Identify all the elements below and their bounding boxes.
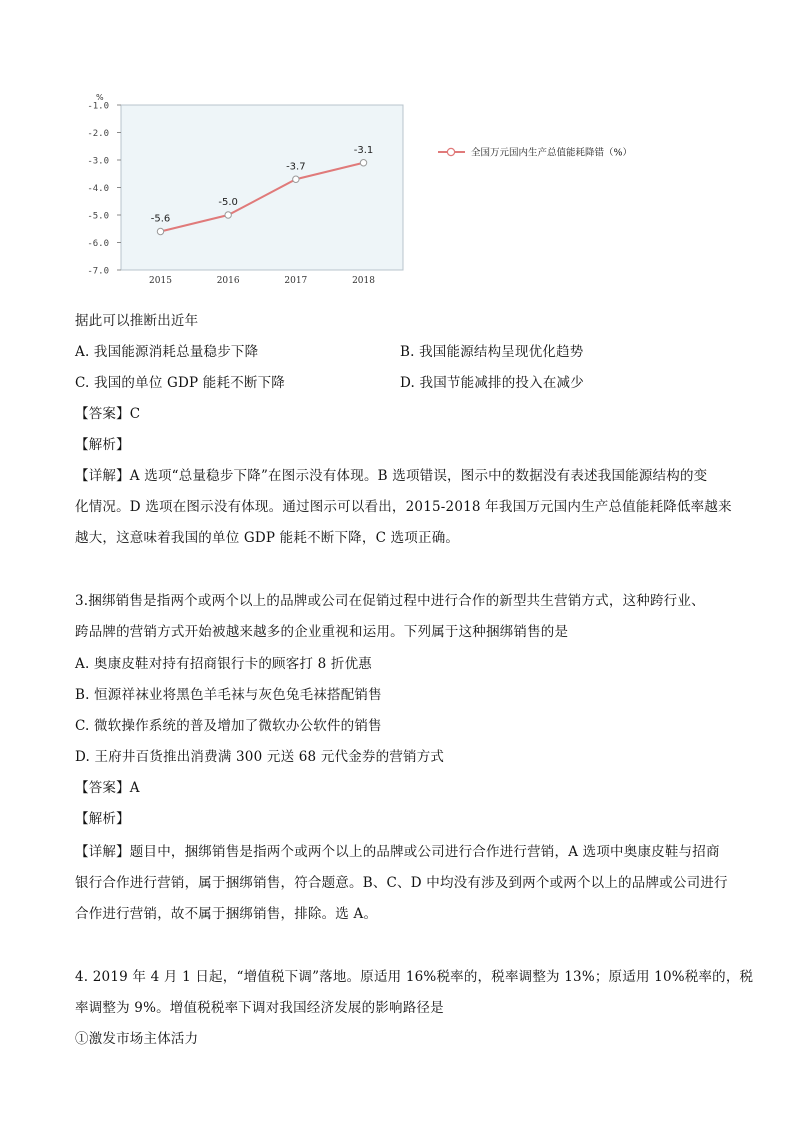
q2-option-a: A. 我国能源消耗总量稳步下降 (75, 344, 259, 360)
y-tick-label: -6.0 (87, 239, 109, 249)
q3-option-c: C. 微软操作系统的普及增加了微软办公软件的销售 (75, 718, 382, 734)
y-tick-label: -4.0 (87, 184, 109, 194)
y-tick-label: -3.0 (87, 156, 109, 167)
q4-item-1: ①激发市场主体活力 (75, 1031, 199, 1047)
q2-detail-line: 越大，这意味着我国的单位 GDP 能耗不断下降，C 选项正确。 (75, 530, 460, 546)
x-tick-label: 2017 (284, 276, 308, 286)
q2-stem-tail: 据此可以推断出近年 (75, 313, 199, 329)
y-tick-label: -1.0 (87, 101, 109, 112)
x-tick-label: 2018 (352, 276, 375, 286)
q3-stem-line: 3.捆绑销售是指两个或两个以上的品牌或公司在促销过程中进行合作的新型共生营销方式，这种跨行业、 (75, 593, 705, 609)
data-point (293, 176, 299, 182)
plot-area (121, 105, 403, 270)
q2-detail-line: 【详解】A 选项“总量稳步下降”在图示没有体现。B 选项错误，图示中的数据没有表述我国能源结构的变 (75, 468, 708, 484)
q4-stem-line: 4. 2019 年 4 月 1 日起，“增值税下调”落地。原适用 16%税率的，税率调整为 13%；原适用 10%税率的，税 (75, 969, 754, 985)
q3-option-b: B. 恒源祥袜业将黑色羊毛袜与灰色兔毛袜搭配销售 (75, 687, 382, 703)
q4-stem-line: 率调整为 9%。增值税税率下调对我国经济发展的影响路径是 (75, 1000, 444, 1016)
q2-option-b: B. 我国能源结构呈现优化趋势 (400, 344, 584, 360)
q2-option-c: C. 我国的单位 GDP 能耗不断下降 (75, 375, 286, 391)
data-label: -5.6 (150, 213, 171, 225)
y-tick-label: -5.0 (87, 211, 109, 222)
data-label: -3.7 (286, 161, 306, 173)
y-tick-label: -2.0 (87, 129, 109, 139)
x-tick-label: 2015 (149, 276, 172, 286)
q3-detail-line: 银行合作进行营销，属于捆绑销售，符合题意。B、C、D 中均没有涉及到两个或两个以上的品牌或公司进行 (75, 875, 728, 891)
q3-option-d: D. 王府井百货推出消费满 300 元送 68 元代金券的营销方式 (75, 749, 445, 765)
data-label: -5.0 (218, 197, 238, 208)
q3-detail-line: 【详解】题目中，捆绑销售是指两个或两个以上的品牌或公司进行合作进行营销，A 选项中奥康皮鞋与招商 (75, 844, 720, 860)
q3-analysis-heading: 【解析】 (75, 811, 130, 827)
x-axis-ticks (149, 276, 375, 286)
q2-answer: 【答案】C (75, 406, 141, 422)
legend-label: 全国万元国内生产总值能耗降错（%） (471, 147, 633, 159)
x-tick-label: 2016 (216, 276, 240, 286)
legend (438, 147, 632, 159)
q3-answer: 【答案】A (75, 780, 140, 796)
data-label: -3.1 (353, 144, 374, 156)
data-point (360, 160, 366, 166)
y-axis-ticks (87, 102, 121, 277)
data-point (157, 228, 163, 234)
q3-stem-line: 跨品牌的营销方式开始被越来越多的企业重视和运用。下列属于这种捆绑销售的是 (75, 624, 569, 640)
y-unit-label: % (96, 93, 104, 102)
data-point (225, 212, 231, 218)
y-tick-label: -7.0 (87, 266, 109, 277)
q3-option-a: A. 奥康皮鞋对持有招商银行卡的顾客打 8 折优惠 (75, 656, 373, 672)
q2-analysis-heading: 【解析】 (75, 437, 130, 453)
energy-consumption-line-chart (70, 88, 680, 293)
legend-marker (447, 148, 454, 155)
q2-option-d: D. 我国节能减排的投入在减少 (400, 375, 584, 391)
q2-detail-line: 化情况。D 选项在图示没有体现。通过图示可以看出，2015-2018 年我国万元国内生产总值能耗降低率越来 (75, 499, 732, 515)
q3-detail-line: 合作进行营销，故不属于捆绑销售，排除。选 A。 (75, 906, 378, 922)
